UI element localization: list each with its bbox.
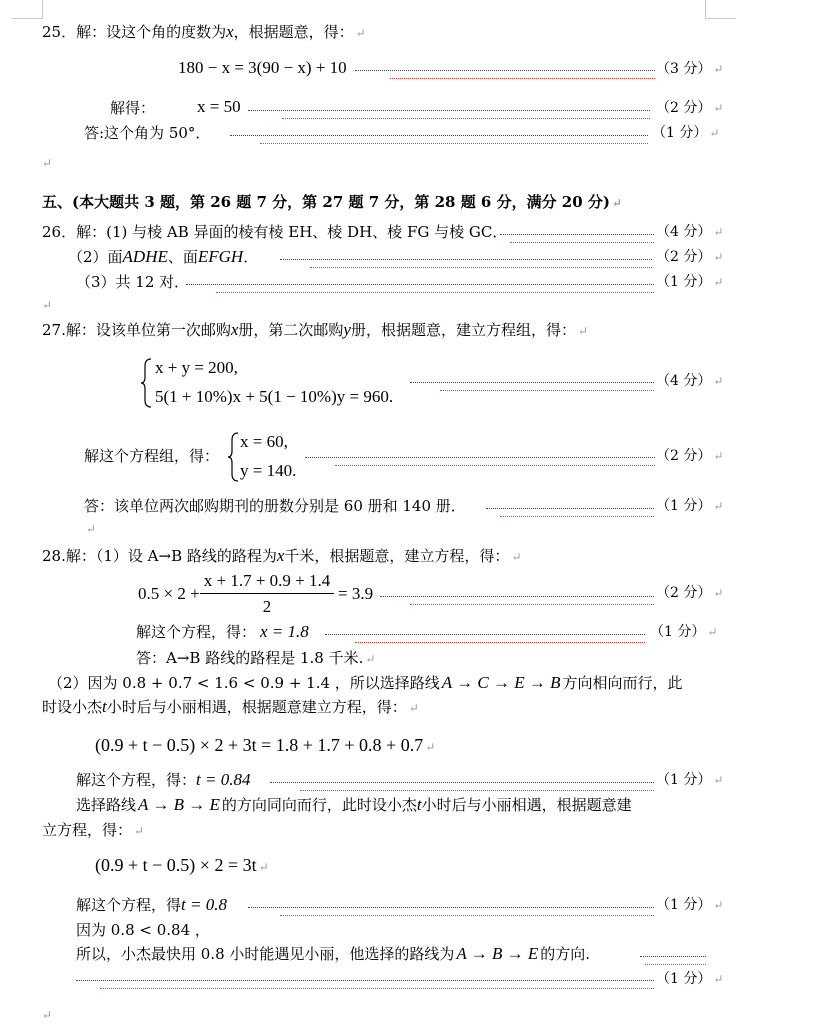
spell-underline (440, 384, 654, 391)
route-abe: A → B → E (138, 795, 220, 814)
points-text: （4 分） (656, 224, 712, 240)
paragraph-mark: ↵ (42, 298, 53, 312)
return-mark: ↵ (713, 62, 724, 76)
return-mark: ↵ (713, 101, 724, 115)
spell-underline (335, 459, 655, 466)
q28-eq3 (95, 855, 269, 877)
points-text: （1 分） (656, 772, 712, 788)
q25-equation: 180 − x = 3(90 − x) + 10 (178, 58, 347, 77)
route-abe: A → B → E (456, 944, 539, 963)
spell-underline (500, 510, 654, 517)
q27-points-2 (656, 446, 723, 466)
q25-label-tail: ，根据题意，得： (233, 23, 354, 41)
spell-underline (300, 784, 654, 791)
spell-underline (260, 137, 648, 144)
q27-points-3 (656, 496, 723, 516)
points-text: （1 分） (656, 971, 712, 987)
return-mark: ↵ (713, 898, 724, 912)
q28-points-1 (656, 583, 723, 603)
spell-underline (510, 236, 654, 243)
return-mark: ↵ (713, 250, 724, 264)
q28-answer1-text: 答：A→B 路线的路程是 1.8 千米. (136, 649, 364, 667)
q28-points-4 (656, 895, 723, 915)
points-text: （1 分） (656, 897, 712, 913)
q28-route2-line2-text: 立方程，得： (42, 821, 133, 839)
q25-solution: x = 50 (197, 97, 241, 116)
q28-route2-b: 的方向同向而行，此时设小杰 (221, 796, 417, 814)
page-corner-mark-left (12, 0, 43, 19)
return-mark: ↵ (258, 860, 269, 874)
return-mark: ↵ (713, 275, 724, 289)
q26-part1: 26．解：(1) 与棱 AB 异面的棱有棱 EH、棱 DH、棱 FG 与棱 GC． (42, 223, 508, 241)
q28-route2-c: 小时后与小丽相遇，根据题意建 (421, 796, 632, 814)
q28-solve3-label: 解这个方程，得 (76, 896, 182, 914)
q27-eq1: x + y = 200, (155, 358, 238, 377)
leader-dots (325, 630, 645, 635)
points-text: （2 分） (656, 100, 712, 116)
q28-eq-right: = 3.9 (338, 584, 374, 603)
q28-var-t: t (416, 795, 422, 814)
leader-dots (270, 778, 654, 783)
q25-points-1 (656, 59, 723, 79)
points-text: （1 分） (650, 624, 706, 640)
q28-intro (42, 546, 522, 567)
q28-solve3-value: t = 0.8 (181, 895, 227, 914)
q27-system-brace (141, 358, 153, 408)
return-mark: ↵ (355, 26, 366, 40)
spell-underline (282, 112, 650, 119)
fraction-bar (200, 593, 334, 594)
paragraph-mark: ↵ (42, 156, 53, 170)
q26-part2-mid: 、面 (167, 248, 198, 266)
section-heading-text: 五、(本大题共 3 题，第 26 题 7 分，第 27 题 7 分，第 28 题 6 分，满分 20 分) (42, 193, 610, 211)
q27-intro-c: 册，根据题意，建立方程组，得： (350, 321, 576, 339)
q28-part2-line2-a: 时设小杰 (42, 698, 103, 716)
q27-points-1 (656, 371, 723, 391)
return-mark: ↵ (134, 824, 145, 838)
q28-solve1-label: 解这个方程，得： (136, 623, 257, 641)
return-mark: ↵ (713, 586, 724, 600)
q25-label: 25．解：设这个角的度数为 (42, 23, 227, 41)
q26-points-1 (656, 222, 723, 242)
arrow-icon: → (158, 547, 172, 565)
return-mark: ↵ (713, 225, 724, 239)
q28-eq2-text: (0.9 + t − 0.5) × 2 + 3t = 1.8 + 1.7 + 0.8 + 0.7 (95, 735, 424, 755)
q28-eq2 (95, 735, 435, 757)
q27-var-y: y (343, 320, 351, 339)
return-mark: ↵ (713, 972, 724, 986)
q26-part2-end: ． (243, 248, 259, 266)
q28-part1-b: B 路线的路程为 (171, 547, 277, 565)
points-text: （1 分） (652, 125, 708, 141)
q26-part2-prefix: （2）面 (68, 248, 123, 266)
leader-dots (280, 255, 652, 260)
q28-solve1-value: x = 1.8 (260, 622, 309, 641)
q27-intro (42, 320, 588, 341)
q28-solve2-value: t = 0.84 (196, 770, 251, 789)
leader-dots (355, 66, 655, 71)
q25-points-3 (652, 123, 719, 143)
q28-conclusion-b: 的方向. (540, 945, 591, 963)
points-text: （4 分） (656, 373, 712, 389)
spell-underline (216, 286, 654, 293)
q28-part1-c: 千米，根据题意，建立方程，得： (284, 547, 510, 565)
q28-solve1 (136, 622, 309, 642)
q28-part2-b: 方向相向而行，此 (562, 674, 683, 692)
q26-points-3 (656, 272, 723, 292)
q27-solution-brace (228, 432, 240, 482)
return-mark: ↵ (707, 625, 718, 639)
paragraph-mark: ↵ (86, 522, 97, 536)
q27-intro-a: 27.解：设该单位第一次邮购 (42, 321, 231, 339)
q28-route2-line1 (76, 795, 632, 815)
q27-answer: 答：该单位两次邮购期刊的册数分别是 60 册和 140 册． (84, 497, 466, 515)
points-text: （3 分） (656, 61, 712, 77)
q25-intro (42, 22, 366, 43)
q28-answer1 (136, 648, 375, 669)
leader-dots (486, 504, 654, 509)
spell-underline (390, 72, 655, 79)
q25-answer: 答:这个角为 50°． (84, 124, 211, 142)
leader-dots (640, 952, 706, 957)
q28-eq3-text: (0.9 + t − 0.5) × 2 = 3t (95, 855, 257, 875)
q28-eq-numerator: x + 1.7 + 0.9 + 1.4 (203, 571, 331, 590)
q28-points-5 (656, 969, 723, 989)
q28-var-t: t (102, 697, 107, 716)
points-text: （2 分） (656, 249, 712, 265)
q28-route2-line2 (42, 820, 144, 841)
return-mark: ↵ (577, 324, 589, 338)
q27-solve-label: 解这个方程组，得： (84, 447, 220, 465)
q27-sol2: y = 140. (240, 461, 297, 480)
q28-solve2-label: 解这个方程，得： (76, 771, 197, 789)
q27-var-x: x (230, 320, 239, 339)
q28-part2-line2-b: 小时后与小丽相遇，根据题意建立方程，得： (106, 698, 407, 716)
leader-dots (230, 131, 648, 136)
return-mark: ↵ (511, 550, 522, 564)
q28-solve3 (76, 895, 227, 915)
q28-route2-a: 选择路线 (76, 796, 137, 814)
q28-part2-line1 (48, 673, 682, 693)
q27-sol1: x = 60, (240, 432, 288, 451)
return-mark: ↵ (713, 374, 724, 388)
return-mark: ↵ (709, 126, 720, 140)
leader-dots (248, 106, 650, 111)
q28-part1-a: 28.解：（1）设 A (42, 547, 159, 565)
face-efgh: EFGH (197, 247, 244, 266)
return-mark: ↵ (365, 652, 376, 666)
return-mark: ↵ (408, 701, 419, 715)
section-heading (42, 192, 622, 213)
q28-eq-left: 0.5 × 2 + (138, 584, 200, 603)
q28-points-3 (656, 770, 723, 790)
return-mark: ↵ (713, 773, 724, 787)
q28-points-2 (650, 622, 717, 642)
spell-underline (100, 982, 654, 989)
face-adhe: ADHE (122, 247, 168, 266)
spell-underline (645, 958, 706, 965)
points-text: （1 分） (656, 498, 712, 514)
page-corner-mark-right (705, 0, 736, 19)
points-text: （1 分） (656, 274, 712, 290)
q25-var: x (226, 22, 234, 41)
q28-conclusion-a: 所以，小杰最快用 0.8 小时能遇见小丽，他选择的路线为 (76, 945, 455, 963)
route-acebr: A → C → E → B (441, 673, 561, 692)
return-mark: ↵ (713, 449, 724, 463)
return-mark: ↵ (425, 740, 436, 754)
q28-var-x: x (276, 546, 285, 565)
leader-dots (76, 976, 654, 981)
q27-eq2: 5(1 + 10%)x + 5(1 − 10%)y = 960. (155, 387, 394, 406)
spell-underline (280, 909, 654, 916)
q28-eq-denominator: 2 (262, 597, 272, 616)
points-text: （2 分） (656, 585, 712, 601)
points-text: （2 分） (656, 448, 712, 464)
q28-part2-line2 (42, 697, 419, 718)
leader-dots (380, 592, 654, 597)
spell-underline (355, 636, 645, 643)
q26-part3: （3）共 12 对． (76, 273, 190, 291)
leader-dots (186, 280, 654, 285)
leader-dots (410, 378, 654, 383)
return-mark: ↵ (612, 196, 623, 210)
spell-underline (310, 261, 652, 268)
q28-conclusion (76, 944, 590, 964)
leader-dots (248, 903, 654, 908)
spell-underline (410, 598, 654, 605)
paragraph-mark: ↵ (42, 1008, 53, 1022)
return-mark: ↵ (713, 499, 724, 513)
q26-points-2 (656, 247, 723, 267)
q27-intro-b: 册，第二次邮购 (238, 321, 344, 339)
q26-part2 (68, 247, 258, 267)
q25-solve-label: 解得： (110, 99, 156, 117)
q28-part2-a: （2）因为 0.8 + 0.7 < 1.6 < 0.9 + 1.4 ，所以选择路线 (48, 674, 440, 692)
q28-solve2 (76, 770, 250, 790)
leader-dots (500, 230, 654, 235)
q28-because: 因为 0.8 < 0.84 ， (76, 921, 210, 939)
leader-dots (305, 453, 655, 458)
q25-points-2 (656, 98, 723, 118)
